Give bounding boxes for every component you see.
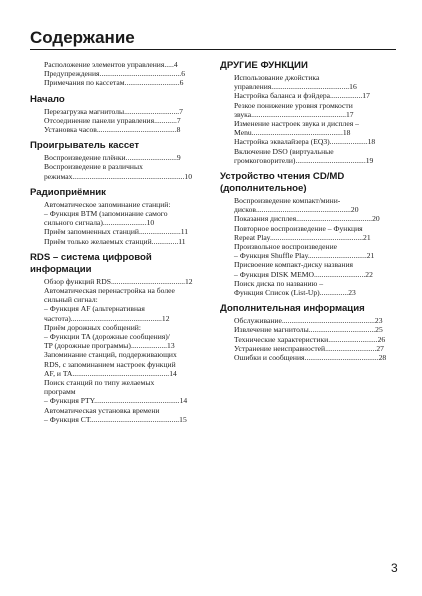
section-heading: Проигрыватель кассет [30,140,140,152]
toc-leader-dots: ....................................... [304,353,379,363]
toc-page-number: 13 [167,341,175,351]
toc-entry-title: Приём только желаемых станций [44,236,152,246]
toc-entry-title: Ошибки и сообщения [234,353,305,363]
toc-leader-dots: ............................................... [89,414,180,424]
section-heading: Радиоприёмник [30,186,106,198]
section-heading: Дополнительная информация [220,303,365,315]
toc-entry-title: Отсоединение панели управления [44,115,155,125]
toc-entry[interactable] [220,119,390,137]
toc-page-number: 7 [179,106,183,116]
toc-page-number: 26 [377,334,386,344]
toc-entry[interactable] [30,378,200,406]
toc-page-number: 23 [348,288,356,298]
toc-page-number: 12 [161,313,170,323]
toc-page-number: 22 [365,269,373,279]
toc-entry-title: Обзор функций RDS [44,276,111,286]
toc-entry[interactable] [220,242,390,260]
toc-entry[interactable] [220,196,390,214]
toc-page-number: 23 [374,316,383,326]
toc-entry-title: Резкое понижение уровня громкости звука [234,100,353,119]
toc-page-number: 20 [350,205,359,215]
toc-entry-title: Установка часов [44,125,97,135]
toc-page-number: 28 [378,353,387,363]
page-number: 3 [391,561,398,575]
toc-entry-title: Настройка баланса и фэйдера [234,91,331,101]
toc-leader-dots: .......................... [328,334,378,344]
toc-page-number: 6 [179,78,184,88]
toc-entry[interactable] [30,227,200,236]
toc-page-number: 11 [178,236,186,246]
toc-leader-dots: ............................. [124,106,180,116]
toc-page-number: 9 [176,153,181,163]
toc-leader-dots: ............... [319,288,349,298]
toc-entry[interactable] [30,116,200,125]
toc-entry-title: Повторное воспроизведение – Функция Repeat Play [234,223,363,242]
toc-entry-title: Автоматическая установка времени – Функция CT [44,405,160,424]
toc-entry[interactable] [30,200,200,228]
toc-leader-dots: ....................................... [110,276,185,286]
toc-entry-title: Воспроизведение в различных режимах [44,162,143,181]
toc-leader-dots: ............................. [124,78,180,88]
toc-entry[interactable] [30,277,200,286]
toc-page-number: 7 [176,115,181,125]
toc-leader-dots: ....................... [102,218,147,228]
toc-leader-dots: ............................................. [94,396,180,406]
toc-entry[interactable] [30,350,200,378]
toc-leader-dots: ........................................ [296,214,373,224]
toc-page-number: 18 [342,128,351,138]
section-heading: RDS – система цифровой информации [30,251,152,275]
toc-section [30,94,200,135]
toc-entry[interactable] [220,316,390,325]
toc-leader-dots: ................................................ [251,128,343,138]
toc-entry-title: Поиск станций по типу желаемых программ – Функция PTY [44,378,155,406]
toc-entry-title: Приём запомненных станций [44,227,139,237]
title-divider [30,49,396,50]
toc-entry[interactable] [220,101,390,119]
toc-section [220,60,390,165]
toc-entry-title: Присвоение компакт-диску названия – Функция DISK MEMO [234,260,354,279]
toc-entry-title: Воспроизведение компакт/мини- дисков [234,196,341,215]
toc-entry-title: Включение DSO (виртуальные громкоговорители) [234,146,334,165]
toc-page-number: 21 [363,232,371,242]
toc-entry[interactable] [220,260,390,278]
toc-section [30,140,200,181]
toc-entry[interactable] [220,147,390,165]
toc-leader-dots: ................................... [308,325,376,335]
toc-section [220,303,390,362]
toc-entry[interactable] [30,78,200,87]
toc-entry[interactable] [30,162,200,180]
toc-page-number: 15 [179,414,187,424]
toc-section [30,252,200,424]
toc-leader-dots: ......................................... [271,82,350,92]
toc-page-number: 12 [185,276,193,286]
toc-page-number: 14 [179,396,188,406]
toc-page-number: 4 [173,60,178,69]
toc-entry-title: Использование джойстика управления [234,73,320,92]
toc-entry[interactable] [30,323,200,351]
toc-page-number: 27 [376,343,384,353]
section-heading: ДРУГИЕ ФУНКЦИИ [220,60,308,71]
toc-section [220,171,390,297]
toc-leader-dots: ................................................... [72,368,170,378]
toc-page-number: 20 [372,214,380,224]
toc-leader-dots: ................................................. [270,232,364,242]
toc-leader-dots: ........................... [325,343,377,353]
toc-entry-title: Перезагрузка магнитолы [44,106,125,116]
toc-page-number: 10 [184,171,193,181]
toc-leader-dots: ................................................. [281,316,375,326]
toc-entry[interactable] [30,286,200,323]
toc-page-number: 21 [366,251,375,261]
toc-page-number: 16 [349,82,357,92]
toc-leader-dots: ............ [154,115,177,125]
toc-page-number: 18 [367,137,376,147]
toc-entry[interactable] [220,353,390,362]
toc-entry-title: Поиск диска по названию – Функция Список (List-Up) [234,278,323,298]
toc-section [30,60,200,88]
toc-entry[interactable] [30,60,200,69]
toc-entry-title: Автоматическое запоминание станций: – Функция BTM (запоминание самого сильного сигнала) [44,199,171,228]
toc-entry-title: Предупреждения [44,69,100,79]
toc-leader-dots: ........................................... [99,69,182,79]
toc-entry-title: Извлечение магнитолы [234,325,309,335]
toc-page-number: 25 [375,325,383,335]
toc-entry-title: Воспроизведение плёнки [44,153,126,163]
toc-page-number: 8 [176,125,181,135]
toc-leader-dots: ................. [330,91,363,101]
toc-page-number: 14 [169,368,177,378]
toc-entry[interactable] [30,69,200,78]
toc-entry[interactable] [30,153,200,162]
right-column [220,60,390,368]
section-heading: Начало [30,93,65,105]
toc-leader-dots: ..................................... [295,155,366,165]
toc-entry-title: Обслуживание [234,316,282,326]
toc-entry-title: Изменение настроек звука и дисплея – Menu [234,119,359,138]
toc-entry-title: Примечания по кассетам [44,78,125,88]
toc-leader-dots: ...................... [138,227,181,237]
section-heading: Устройство чтения CD/MD (дополнительное) [220,171,345,195]
toc-leader-dots: .................................................. [255,205,351,215]
toc-leader-dots: .............. [151,236,179,246]
toc-entry[interactable] [220,279,390,297]
toc-section [30,187,200,246]
toc-entry[interactable] [220,137,390,146]
toc-entry-title: Произвольное воспроизведение – Функция Shuffle Play [234,242,338,261]
toc-entry[interactable] [220,224,390,242]
toc-entry-title: Расположение элементов управления [44,60,165,69]
page-title: Содержание [30,28,135,47]
toc-entry-title: Запоминание станций, поддерживающих RDS, с запоминанием настроек функций AF, и TA [44,350,177,378]
toc-leader-dots: ..... [164,60,174,69]
toc-leader-dots: .................... [329,137,368,147]
toc-leader-dots: ................... [130,341,168,351]
toc-entry[interactable] [30,406,200,424]
toc-entry-title: Приём дорожных сообщений: – Функции TA (дорожные сообщения)/ TP (дорожные программы) [44,322,170,351]
toc-leader-dots: .......................................... [96,125,177,135]
toc-leader-dots: ................................................ [70,313,162,323]
toc-leader-dots: ........................... [314,269,366,279]
toc-entry[interactable] [30,125,200,134]
toc-entry[interactable] [220,325,390,334]
toc-entry[interactable] [220,91,390,100]
toc-leader-dots: ........................................................... [72,171,185,181]
toc-entry[interactable] [30,107,200,116]
toc-entry-title: Показания дисплея [234,214,297,224]
left-column [30,60,200,430]
toc-page-number: 17 [346,109,354,119]
toc-page-number: 17 [362,91,370,101]
toc-entry-title: Настройка эквалайзера (EQ3) [234,137,330,147]
toc-entry[interactable] [220,73,390,91]
toc-entry-title: Устранение неисправностей [234,343,326,353]
toc-entry[interactable] [30,237,200,246]
toc-page-number: 6 [181,69,185,79]
toc-entry[interactable] [220,214,390,223]
toc-leader-dots: ............................... [307,251,367,261]
toc-page-number: 11 [180,227,189,237]
toc-leader-dots: ........................... [125,153,177,163]
toc-entry-title: Технические характеристики [234,334,329,344]
toc-page-number: 19 [365,155,374,165]
toc-page-number: 10 [146,218,155,228]
toc-entry[interactable] [220,344,390,353]
toc-leader-dots: .................................................. [251,109,346,119]
toc-entry[interactable] [220,335,390,344]
toc-entry-title: Автоматическая перенастройка на более сильный сигнал: – Функция AF (альтернативная частота) [44,286,175,323]
